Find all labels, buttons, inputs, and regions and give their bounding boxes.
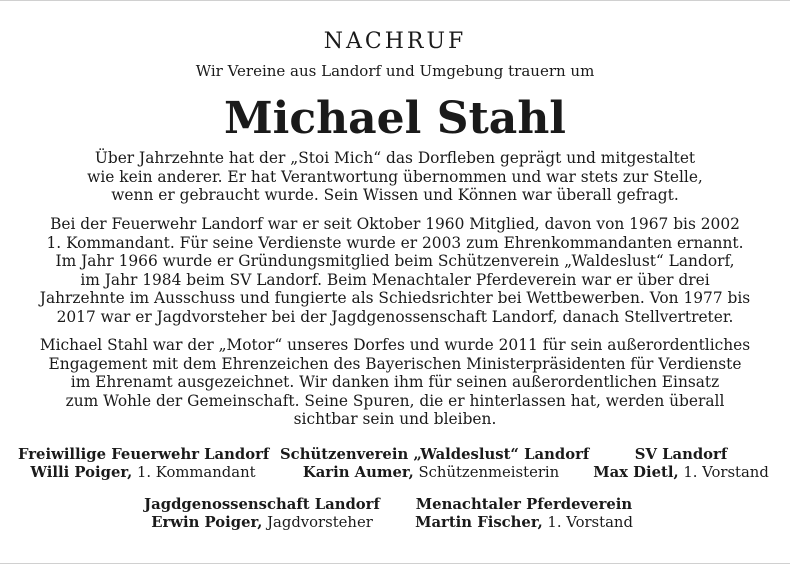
text-line: Engagement mit dem Ehrenzeichen des Bayerischen Ministerpräsidenten für Verdienste bbox=[48, 354, 742, 373]
signatory-sports-club bbox=[588, 446, 774, 482]
top-border bbox=[0, 0, 790, 1]
text-line: zum Wohle der Gemeinschaft. Seine Spuren, die er hinterlassen hat, werden überall bbox=[65, 391, 725, 410]
notice-heading: NACHRUF bbox=[323, 29, 467, 54]
signatory-person bbox=[280, 464, 582, 482]
text-line: wie kein anderer. Er hat Verantwortung übernommen und war stets zur Stelle, bbox=[87, 167, 703, 186]
organization-name: SV Landorf bbox=[634, 446, 728, 463]
signatory-person bbox=[408, 514, 640, 532]
signatory-person bbox=[588, 464, 774, 482]
signatory-horse-club bbox=[408, 496, 640, 532]
person-name: Karin Aumer, bbox=[302, 464, 414, 481]
signatory-shooting-club bbox=[280, 446, 590, 482]
person-name: Willi Poiger, bbox=[30, 464, 133, 481]
person-role: 1. Vorstand bbox=[542, 514, 633, 531]
paragraph-honors bbox=[0, 336, 790, 429]
paragraph-memberships bbox=[0, 215, 790, 326]
intro-line: Wir Vereine aus Landorf und Umgebung trauern um bbox=[195, 62, 595, 80]
text-line: Bei der Feuerwehr Landorf war er seit Oktober 1960 Mitglied, davon von 1967 bis 2002 bbox=[50, 215, 740, 233]
text-line: im Ehrenamt ausgezeichnet. Wir danken ihm für seinen außerordentlichen Einsatz bbox=[70, 373, 720, 391]
text-line: wenn er gebraucht wurde. Sein Wissen und Können war überall gefragt. bbox=[111, 186, 679, 204]
person-role: Jagdvorsteher bbox=[262, 514, 373, 531]
signatory-person bbox=[18, 464, 268, 482]
text-line: sichtbar sein und bleiben. bbox=[293, 410, 497, 428]
person-role: 1. Kommandant bbox=[132, 464, 256, 481]
person-name: Max Dietl, bbox=[593, 464, 679, 481]
paragraph-tribute bbox=[0, 149, 790, 205]
text-line: Jahrzehnte im Ausschuss und fungierte als Schiedsrichter bei Wettbewerben. Von 1977 bis bbox=[39, 289, 751, 307]
organization-name: Freiwillige Feuerwehr Landorf bbox=[18, 446, 270, 463]
person-role: 1. Vorstand bbox=[678, 464, 769, 481]
text-line: im Jahr 1984 beim SV Landorf. Beim Menachtaler Pferdeverein war er über drei bbox=[80, 270, 710, 289]
organization-name: Schützenverein „Waldeslust“ Landorf bbox=[280, 446, 590, 463]
text-line: 2017 war er Jagdvorsteher bei der Jagdgenossenschaft Landorf, danach Stellvertreter. bbox=[56, 307, 734, 326]
signatory-person bbox=[140, 514, 384, 532]
person-name: Erwin Poiger, bbox=[151, 514, 263, 531]
deceased-name: Michael Stahl bbox=[223, 93, 567, 144]
person-name: Martin Fischer, bbox=[415, 514, 543, 531]
text-line: Über Jahrzehnte hat der „Stoi Mich“ das Dorfleben geprägt und mitgestaltet bbox=[94, 149, 696, 167]
signatory-fire-brigade bbox=[18, 446, 268, 482]
text-line: Im Jahr 1966 wurde er Gründungsmitglied beim Schützenverein „Waldeslust“ Landorf, bbox=[55, 252, 735, 270]
text-line: Michael Stahl war der „Motor“ unseres Dorfes und wurde 2011 für sein außerordentliches bbox=[39, 336, 751, 354]
organization-name: Menachtaler Pferdeverein bbox=[415, 496, 633, 513]
text-line: 1. Kommandant. Für seine Verdienste wurde er 2003 zum Ehrenkommandanten ernannt. bbox=[46, 233, 744, 252]
signatory-hunting-cooperative bbox=[140, 496, 384, 532]
organization-name: Jagdgenossenschaft Landorf bbox=[144, 496, 380, 513]
person-role: Schützenmeisterin bbox=[413, 464, 560, 481]
